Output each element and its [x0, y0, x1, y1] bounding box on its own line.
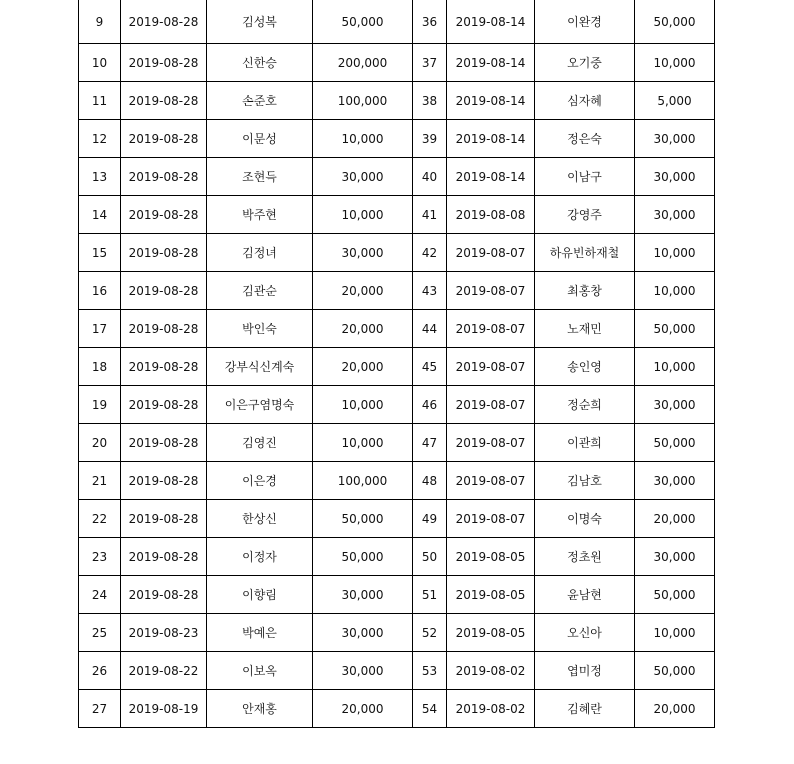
- donor-name-right: 강영주: [535, 196, 635, 234]
- entry-date-right: 2019-08-07: [447, 424, 535, 462]
- donation-amount-right: 50,000: [635, 424, 715, 462]
- donor-name-left: 조현득: [207, 158, 313, 196]
- table-row: [79, 120, 715, 158]
- entry-number-right: 47: [413, 424, 447, 462]
- entry-date-left: 2019-08-28: [121, 234, 207, 272]
- donor-name-right: 정순희: [535, 386, 635, 424]
- donation-amount-right: 10,000: [635, 234, 715, 272]
- entry-number-right: 54: [413, 690, 447, 728]
- donor-name-right: 이완경: [535, 0, 635, 44]
- table-row: [79, 158, 715, 196]
- entry-date-left: 2019-08-28: [121, 538, 207, 576]
- entry-number-left: 23: [79, 538, 121, 576]
- entry-date-right: 2019-08-14: [447, 44, 535, 82]
- entry-number-left: 24: [79, 576, 121, 614]
- donation-amount-left: 50,000: [313, 538, 413, 576]
- table-row: [79, 614, 715, 652]
- donor-name-right: 하유빈하재철: [535, 234, 635, 272]
- entry-number-left: 10: [79, 44, 121, 82]
- donation-amount-left: 10,000: [313, 424, 413, 462]
- entry-date-left: 2019-08-23: [121, 614, 207, 652]
- entry-date-left: 2019-08-19: [121, 690, 207, 728]
- donor-name-left: 김정녀: [207, 234, 313, 272]
- entry-date-left: 2019-08-28: [121, 272, 207, 310]
- donation-amount-left: 100,000: [313, 82, 413, 120]
- donor-name-left: 강부식신계숙: [207, 348, 313, 386]
- entry-number-right: 42: [413, 234, 447, 272]
- donation-amount-right: 30,000: [635, 196, 715, 234]
- entry-date-right: 2019-08-07: [447, 500, 535, 538]
- donation-amount-right: 5,000: [635, 82, 715, 120]
- entry-number-left: 20: [79, 424, 121, 462]
- donation-table: [78, 0, 715, 728]
- entry-number-right: 45: [413, 348, 447, 386]
- entry-date-right: 2019-08-05: [447, 538, 535, 576]
- donor-name-right: 이남구: [535, 158, 635, 196]
- donor-name-left: 이보옥: [207, 652, 313, 690]
- donation-amount-right: 50,000: [635, 652, 715, 690]
- donor-name-right: 김혜란: [535, 690, 635, 728]
- donor-name-right: 정은숙: [535, 120, 635, 158]
- entry-date-right: 2019-08-07: [447, 310, 535, 348]
- donation-amount-left: 20,000: [313, 690, 413, 728]
- entry-number-right: 39: [413, 120, 447, 158]
- donation-amount-right: 30,000: [635, 158, 715, 196]
- entry-date-right: 2019-08-07: [447, 462, 535, 500]
- table-row: [79, 424, 715, 462]
- entry-number-right: 53: [413, 652, 447, 690]
- entry-number-right: 40: [413, 158, 447, 196]
- entry-date-right: 2019-08-07: [447, 272, 535, 310]
- entry-date-right: 2019-08-07: [447, 348, 535, 386]
- table-row: [79, 348, 715, 386]
- entry-date-left: 2019-08-22: [121, 652, 207, 690]
- donation-amount-left: 200,000: [313, 44, 413, 82]
- donor-name-right: 오기중: [535, 44, 635, 82]
- entry-number-left: 15: [79, 234, 121, 272]
- table-row: [79, 690, 715, 728]
- entry-number-right: 49: [413, 500, 447, 538]
- entry-number-left: 21: [79, 462, 121, 500]
- donor-name-right: 이명숙: [535, 500, 635, 538]
- entry-number-left: 12: [79, 120, 121, 158]
- donation-amount-left: 10,000: [313, 386, 413, 424]
- table-row: [79, 82, 715, 120]
- table-row: [79, 462, 715, 500]
- entry-number-right: 52: [413, 614, 447, 652]
- donor-name-left: 박인숙: [207, 310, 313, 348]
- entry-number-left: 19: [79, 386, 121, 424]
- donation-amount-right: 30,000: [635, 538, 715, 576]
- entry-date-left: 2019-08-28: [121, 462, 207, 500]
- table-row: [79, 44, 715, 82]
- donation-amount-left: 30,000: [313, 652, 413, 690]
- entry-date-left: 2019-08-28: [121, 386, 207, 424]
- table-row: [79, 652, 715, 690]
- donor-name-left: 박예은: [207, 614, 313, 652]
- entry-date-right: 2019-08-07: [447, 386, 535, 424]
- donor-name-left: 김영진: [207, 424, 313, 462]
- entry-number-right: 51: [413, 576, 447, 614]
- entry-date-left: 2019-08-28: [121, 82, 207, 120]
- entry-date-right: 2019-08-02: [447, 652, 535, 690]
- entry-date-left: 2019-08-28: [121, 500, 207, 538]
- donation-amount-right: 10,000: [635, 348, 715, 386]
- donation-amount-left: 50,000: [313, 500, 413, 538]
- donor-name-left: 이은경: [207, 462, 313, 500]
- entry-date-left: 2019-08-28: [121, 158, 207, 196]
- entry-number-right: 41: [413, 196, 447, 234]
- donation-amount-right: 30,000: [635, 120, 715, 158]
- entry-number-left: 11: [79, 82, 121, 120]
- donor-name-right: 엽미정: [535, 652, 635, 690]
- entry-date-right: 2019-08-02: [447, 690, 535, 728]
- entry-number-right: 38: [413, 82, 447, 120]
- entry-number-right: 37: [413, 44, 447, 82]
- table-row: [79, 234, 715, 272]
- entry-date-left: 2019-08-28: [121, 196, 207, 234]
- entry-date-left: 2019-08-28: [121, 576, 207, 614]
- donation-amount-right: 50,000: [635, 0, 715, 44]
- donor-name-left: 이은구염명숙: [207, 386, 313, 424]
- entry-date-left: 2019-08-28: [121, 120, 207, 158]
- donor-name-left: 박주현: [207, 196, 313, 234]
- donation-amount-right: 10,000: [635, 272, 715, 310]
- donor-name-right: 심자혜: [535, 82, 635, 120]
- donor-name-left: 손준호: [207, 82, 313, 120]
- entry-number-right: 46: [413, 386, 447, 424]
- donor-name-left: 김성복: [207, 0, 313, 44]
- table-row: [79, 196, 715, 234]
- donation-amount-left: 20,000: [313, 310, 413, 348]
- donation-amount-left: 50,000: [313, 0, 413, 44]
- table-row: [79, 500, 715, 538]
- entry-date-right: 2019-08-05: [447, 614, 535, 652]
- entry-date-right: 2019-08-14: [447, 0, 535, 44]
- entry-date-right: 2019-08-05: [447, 576, 535, 614]
- entry-number-left: 25: [79, 614, 121, 652]
- donation-amount-right: 20,000: [635, 690, 715, 728]
- donor-name-right: 송인영: [535, 348, 635, 386]
- donation-amount-right: 30,000: [635, 386, 715, 424]
- table-body: [79, 0, 715, 728]
- donation-amount-left: 30,000: [313, 576, 413, 614]
- entry-number-left: 22: [79, 500, 121, 538]
- donation-amount-left: 10,000: [313, 120, 413, 158]
- donor-name-right: 노재민: [535, 310, 635, 348]
- entry-date-right: 2019-08-08: [447, 196, 535, 234]
- donor-name-right: 정초원: [535, 538, 635, 576]
- donor-name-left: 한상신: [207, 500, 313, 538]
- entry-number-right: 44: [413, 310, 447, 348]
- entry-number-left: 18: [79, 348, 121, 386]
- donor-name-right: 김남호: [535, 462, 635, 500]
- entry-number-left: 13: [79, 158, 121, 196]
- entry-date-left: 2019-08-28: [121, 44, 207, 82]
- donor-name-right: 오신아: [535, 614, 635, 652]
- entry-date-left: 2019-08-28: [121, 0, 207, 44]
- table-row: [79, 386, 715, 424]
- entry-number-left: 17: [79, 310, 121, 348]
- donor-name-left: 김관순: [207, 272, 313, 310]
- donation-amount-right: 10,000: [635, 614, 715, 652]
- entry-date-right: 2019-08-14: [447, 120, 535, 158]
- entry-date-left: 2019-08-28: [121, 348, 207, 386]
- entry-number-left: 26: [79, 652, 121, 690]
- donation-amount-left: 100,000: [313, 462, 413, 500]
- entry-number-left: 9: [79, 0, 121, 44]
- entry-number-right: 50: [413, 538, 447, 576]
- donor-name-right: 최홍창: [535, 272, 635, 310]
- donation-amount-right: 30,000: [635, 462, 715, 500]
- donor-name-left: 이향림: [207, 576, 313, 614]
- donation-amount-right: 50,000: [635, 576, 715, 614]
- donor-name-left: 이정자: [207, 538, 313, 576]
- donation-amount-right: 50,000: [635, 310, 715, 348]
- entry-date-right: 2019-08-07: [447, 234, 535, 272]
- entry-number-right: 48: [413, 462, 447, 500]
- donation-amount-left: 30,000: [313, 614, 413, 652]
- donation-amount-left: 20,000: [313, 272, 413, 310]
- donation-amount-right: 10,000: [635, 44, 715, 82]
- donor-name-right: 이관희: [535, 424, 635, 462]
- donation-amount-right: 20,000: [635, 500, 715, 538]
- entry-date-right: 2019-08-14: [447, 82, 535, 120]
- donor-name-left: 신한승: [207, 44, 313, 82]
- donation-amount-left: 30,000: [313, 158, 413, 196]
- entry-number-left: 27: [79, 690, 121, 728]
- donor-name-left: 이문성: [207, 120, 313, 158]
- table-row: [79, 576, 715, 614]
- entry-number-right: 43: [413, 272, 447, 310]
- donor-name-left: 안재홍: [207, 690, 313, 728]
- table-row: [79, 272, 715, 310]
- donation-amount-left: 20,000: [313, 348, 413, 386]
- donation-amount-left: 10,000: [313, 196, 413, 234]
- table-row: [79, 0, 715, 44]
- entry-date-right: 2019-08-14: [447, 158, 535, 196]
- table-row: [79, 310, 715, 348]
- entry-number-right: 36: [413, 0, 447, 44]
- donor-name-right: 윤남현: [535, 576, 635, 614]
- donation-amount-left: 30,000: [313, 234, 413, 272]
- entry-number-left: 16: [79, 272, 121, 310]
- table-row: [79, 538, 715, 576]
- entry-number-left: 14: [79, 196, 121, 234]
- entry-date-left: 2019-08-28: [121, 424, 207, 462]
- entry-date-left: 2019-08-28: [121, 310, 207, 348]
